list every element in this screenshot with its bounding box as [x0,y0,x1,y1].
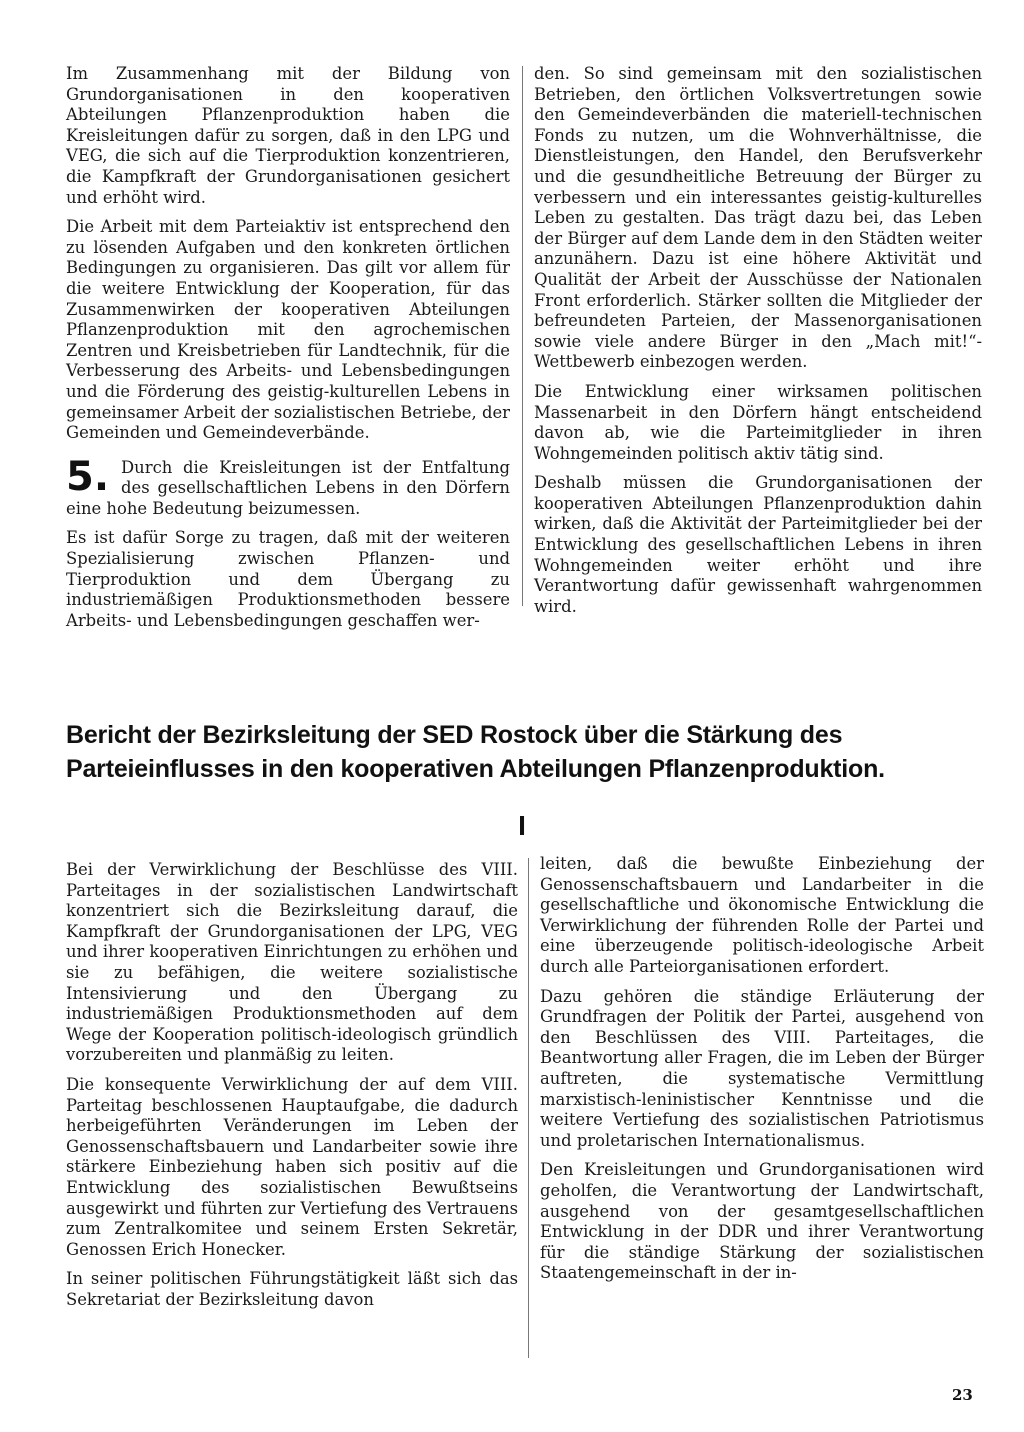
top-right-column [534,64,982,626]
paragraph: Deshalb müssen die Grundorganisationen der kooperativen Abteilungen Pflanzenproduktion dahin wirken, daß die Aktivität der Parteimitglieder bei der Entwicklung des gesellschaftlichen Lebens in ihren Wohngemeinden weiter erhöht und ihre Verantwortung dafür gewissenhaft wahrgenommen wird. [534,473,982,616]
paragraph: den. So sind gemeinsam mit den sozialistischen Betrieben, den örtlichen Volksvertretungen sowie den Gemeindeverbänden die materiell-technischen Fonds zu nutzen, um die Wohnverhältnisse, die Dienstleistungen, den Handel, den Berufsverkehr und die gesundheitliche Betreuung der Bürger zu verbessern und ein interessantes geistig-kulturelles Leben zu gestalten. Das trägt dazu bei, das Leben der Bürger auf dem Lande dem in den Städten weiter anzunähern. Dazu ist eine höhere Aktivität und Qualität der Arbeit der Ausschüsse der Nationalen Front erforderlich. Stärker sollten die Mitglieder der befreundeten Parteien, der Massenorganisationen sowie viele andere Bürger in den „Mach mit!“-Wettbewerb einbezogen werden. [534,64,982,372]
paragraph: Dazu gehören die ständige Erläuterung der Grundfragen der Politik der Partei, ausgehend von den Beschlüssen des VIII. Parteitages, die Beantwortung aller Fragen, die im Leben der Bürger auftreten, die systematische Vermittlung marxistisch-leninistischer Kenntnisse und die weitere Vertiefung des sozialistischen Patriotismus und proletarischen Internationalismus. [540,986,984,1150]
item-number: 5. [66,453,110,500]
column-divider [528,858,529,1358]
numbered-paragraph [66,453,510,520]
paragraph: Es ist dafür Sorge zu tragen, daß mit der weiteren Spezialisierung zwischen Pflanzen- und Tierproduktion und dem Übergang zu industriemäßigen Produktionsmethoden bessere Arbeits- und Lebensbedingungen geschaffen wer- [66,528,510,630]
paragraph: Den Kreisleitungen und Grundorganisationen wird geholfen, die Verantwortung der Landwirtschaft, ausgehend von der gesamtgesellschaftlichen Entwicklung in der DDR und ihrer Verantwortung für die ständige Stärkung der sozialistischen Staatengemeinschaft in der in- [540,1160,984,1283]
section-number: I [518,810,526,841]
paragraph: Die Arbeit mit dem Parteiaktiv ist entsprechend den zu lösenden Aufgaben und den konkreten örtlichen Bedingungen zu organisieren. Das gilt vor allem für die weitere Entwicklung der Kooperation, für das Zusammenwirken der kooperativen Abteilungen Pflanzenproduktion mit den agrochemischen Zentren und Kreisbetrieben für Landtechnik, für die Verbesserung des Arbeits- und Lebensbedingungen und die Förderung des geistig-kulturellen Lebens in gemeinsamer Arbeit der sozialistischen Betriebe, der Gemeinden und Gemeindeverbände. [66,217,510,443]
paragraph: Bei der Verwirklichung der Beschlüsse des VIII. Parteitages in der sozialistischen Landwirtschaft konzentriert sich die Bezirksleitung darauf, die Kampfkraft der Grundorganisationen der LPG, VEG und ihrer kooperativen Einrichtungen zu erhöhen und sie zu befähigen, die weitere sozialistische Intensivierung und den Übergang zu industriemäßigen Produktionsmethoden auf dem Wege der Kooperation politisch-ideologisch gründlich vorzubereiten und planmäßig zu leiten. [66,860,518,1065]
bottom-right-column [540,854,984,1293]
page-number: 23 [952,1386,973,1404]
paragraph: Im Zusammenhang mit der Bildung von Grundorganisationen in den kooperativen Abteilungen Pflanzenproduktion haben die Kreisleitungen dafür zu sorgen, daß in den LPG und VEG, die sich auf die Tierproduktion konzentrieren, die Kampfkraft der Grundorganisationen gesichert und erhöht wird. [66,64,510,207]
column-divider [522,66,523,606]
paragraph: leiten, daß die bewußte Einbeziehung der Genossenschaftsbauern und Landarbeiter in die gesellschaftliche und ökonomische Entwicklung die Verwirklichung der führenden Rolle der Partei und eine überzeugende politisch-ideologische Arbeit durch alle Parteiorganisationen erfordert. [540,854,984,976]
bottom-left-column [66,860,518,1319]
paragraph: In seiner politischen Führungstätigkeit läßt sich das Sekretariat der Bezirksleitung davon [66,1269,518,1309]
numbered-paragraph-text: Durch die Kreisleitungen ist der Entfaltung des gesellschaftlichen Lebens in den Dörfern eine hohe Bedeutung beizumessen. [66,457,510,518]
report-heading: Bericht der Bezirksleitung der SED Rostock über die Stärkung des Parteieinflusses in den kooperativen Abteilungen Pflanzenproduktion. [66,721,885,783]
paragraph: Die konsequente Verwirklichung der auf dem VIII. Parteitag beschlossenen Hauptaufgabe, die dadurch herbeigeführten Veränderungen im Leben der Genossenschaftsbauern und Landarbeiter sowie ihre stärkere Einbeziehung haben sich positiv auf die Entwicklung des sozialistischen Bewußtseins ausgewirkt und führten zur Vertiefung des Vertrauens zum Zentralkomitee und seinem Ersten Sekretär, Genossen Erich Honecker. [66,1074,518,1259]
top-left-column [66,64,510,640]
paragraph: Die Entwicklung einer wirksamen politischen Massenarbeit in den Dörfern hängt entscheidend davon ab, wie die Parteimitglieder in ihren Wohngemeinden politisch aktiv tätig sind. [534,381,982,463]
